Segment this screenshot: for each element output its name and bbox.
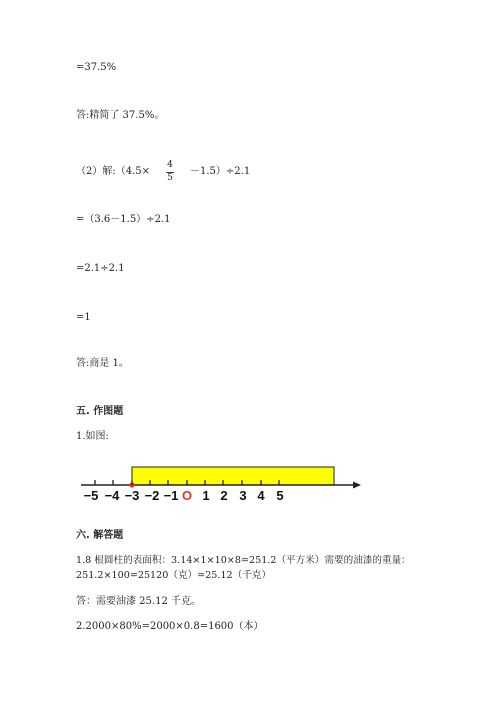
question-1-line-2: 251.2×100=25120（克）=25.12（千克） <box>76 570 272 581</box>
tick-label: 4 <box>257 488 265 503</box>
question-1-line-1: 1.8 根圆柱的表面积：3.14×1×10×8=251.2（平方米）需要的油漆的重量： <box>76 555 411 566</box>
tick-label-zero: O <box>181 488 193 503</box>
section-5-item: 1.如图: <box>76 431 109 442</box>
tick-label: −5 <box>83 488 99 503</box>
tick-label: 2 <box>220 488 228 503</box>
equation-line-5: =2.1÷2.1 <box>76 263 125 274</box>
equation-line-4: =（3.6－1.5）÷2.1 <box>76 214 171 225</box>
question-2-line-1: 2.2000×80%=2000×0.8=1600（本） <box>76 621 264 632</box>
solution-2-end: －1.5）÷2.1 <box>190 166 251 177</box>
question-1-answer: 答：需要油漆 25.12 千克。 <box>76 596 201 607</box>
section-5-heading: 五. 作图题 <box>76 406 124 417</box>
number-line-figure <box>76 462 366 512</box>
axis-arrow <box>353 482 361 489</box>
equation-line-6: =1 <box>76 312 91 323</box>
tick-label: −4 <box>104 488 120 503</box>
tick-label: −2 <box>144 488 160 503</box>
tick-label: 1 <box>202 488 210 503</box>
solution-2-start: （2）解:（4.5× <box>76 166 151 177</box>
fraction-denominator: 5 <box>167 173 173 183</box>
fraction-numerator: 4 <box>167 160 173 170</box>
tick-label: −3 <box>124 488 140 503</box>
highlight-band <box>132 467 334 485</box>
tick-label: −1 <box>163 488 179 503</box>
tick-label: 5 <box>276 488 284 503</box>
equation-line-1: =37.5% <box>76 62 117 73</box>
answer-line-2: 答:商是 1。 <box>76 358 129 369</box>
answer-line-1: 答:精简了 37.5%。 <box>76 110 165 121</box>
section-6-heading: 六. 解答题 <box>76 530 124 541</box>
tick-label: 3 <box>239 488 247 503</box>
